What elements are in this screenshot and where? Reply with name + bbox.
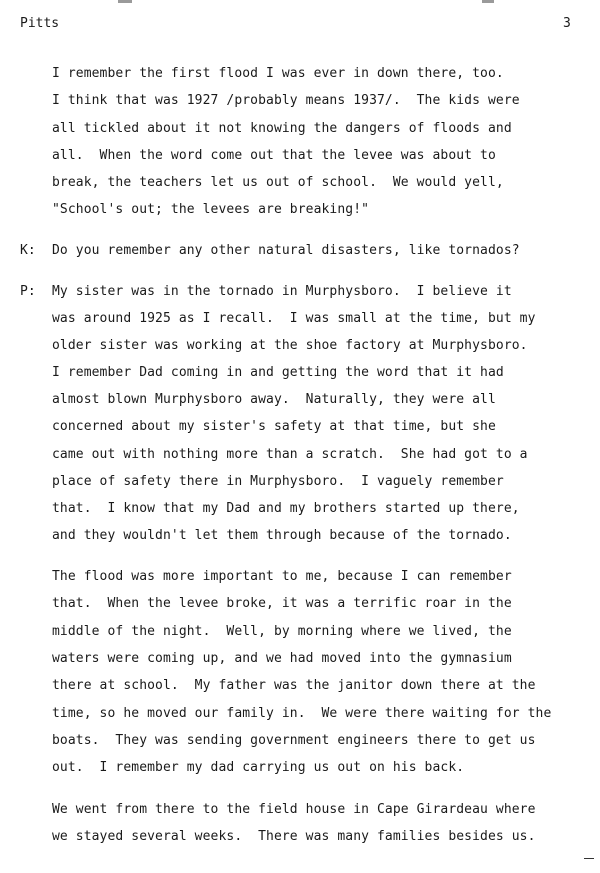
- transcript-line: and they wouldn't let them through because of the tornado.: [52, 528, 512, 543]
- transcript-line: The flood was more important to me, because I can remember: [52, 569, 512, 584]
- transcript-line: that. When the levee broke, it was a terrific roar in the: [52, 596, 512, 611]
- transcript-line: I remember the first flood I was ever in down there, too.: [52, 66, 504, 81]
- header-speaker-name: Pitts: [20, 16, 60, 31]
- speaker-label: K:: [20, 243, 36, 258]
- transcript-line: we stayed several weeks. There was many families besides us.: [52, 829, 536, 844]
- transcript-line: older sister was working at the shoe factory at Murphysboro.: [52, 338, 528, 353]
- transcript-line: Do you remember any other natural disasters, like tornados?: [52, 243, 520, 258]
- transcript-line: waters were coming up, and we had moved into the gymnasium: [52, 651, 512, 666]
- transcript-line: middle of the night. Well, by morning where we lived, the: [52, 624, 512, 639]
- transcript-line: boats. They was sending government engineers there to get us: [52, 733, 536, 748]
- transcript-line: there at school. My father was the janitor down there at the: [52, 678, 536, 693]
- transcript-line: I remember Dad coming in and getting the word that it had: [52, 365, 504, 380]
- transcript-line: that. I know that my Dad and my brothers started up there,: [52, 501, 520, 516]
- transcript-line: was around 1925 as I recall. I was small at the time, but my: [52, 311, 536, 326]
- transcript-line: all tickled about it not knowing the dangers of floods and: [52, 121, 512, 136]
- transcript-line: time, so he moved our family in. We were there waiting for the: [52, 706, 552, 721]
- scan-mark: [482, 0, 494, 3]
- transcript-line: almost blown Murphysboro away. Naturally, they were all: [52, 392, 496, 407]
- transcript-line: concerned about my sister's safety at that time, but she: [52, 419, 496, 434]
- transcript-line: out. I remember my dad carrying us out on his back.: [52, 760, 465, 775]
- transcript-line: came out with nothing more than a scratch. She had got to a: [52, 447, 528, 462]
- transcript-line: "School's out; the levees are breaking!": [52, 202, 370, 217]
- transcript-line: We went from there to the field house in Cape Girardeau where: [52, 802, 536, 817]
- transcript-line: My sister was in the tornado in Murphysboro. I believe it: [52, 284, 512, 299]
- margin-mark: [584, 858, 594, 859]
- transcript-line: place of safety there in Murphysboro. I vaguely remember: [52, 474, 504, 489]
- transcript-line: I think that was 1927 /probably means 1937/. The kids were: [52, 93, 520, 108]
- transcript-line: all. When the word come out that the levee was about to: [52, 148, 496, 163]
- speaker-label: P:: [20, 284, 36, 299]
- scan-mark: [118, 0, 132, 3]
- page-number: 3: [563, 16, 571, 31]
- transcript-line: break, the teachers let us out of school. We would yell,: [52, 175, 504, 190]
